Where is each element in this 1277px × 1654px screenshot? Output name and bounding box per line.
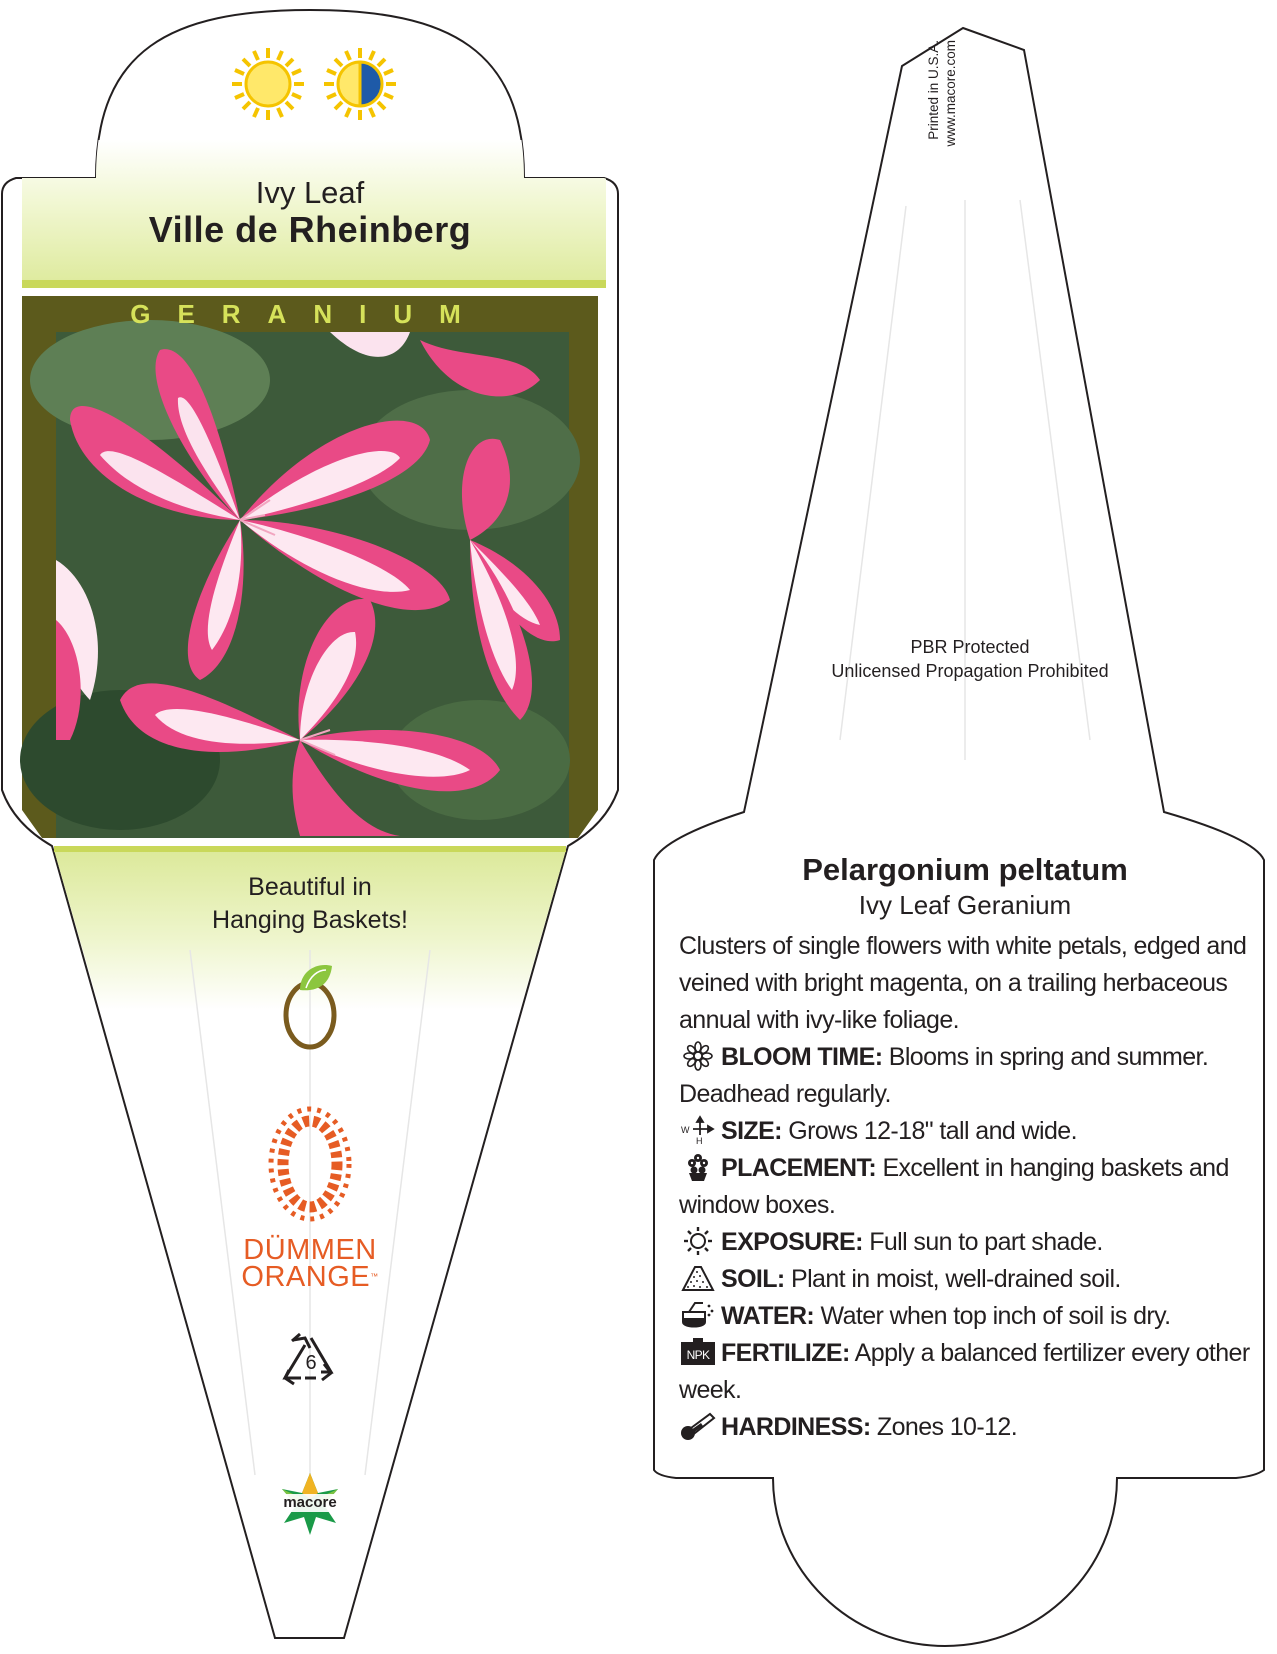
care-label-soil: SOIL: [721,1265,785,1293]
care-label-placement: PLACEMENT: [721,1154,877,1182]
brand-line-2 [210,1263,410,1291]
care-row-soil [679,1261,1254,1298]
care-row-exposure [679,1224,1254,1261]
pbr-line-1: PBR Protected [910,637,1030,657]
pbr-notice [780,635,1160,683]
sun-icon [679,1226,717,1256]
care-text-fertilize: Apply a balanced fertilizer every other week. [679,1339,1250,1404]
care-label-water: WATER: [721,1302,815,1330]
size-h: H [696,1136,702,1145]
flower-icon [679,1041,717,1071]
care-row-bloom [679,1039,1254,1113]
plant-description: Clusters of single flowers with white petals, edged and veined with bright magenta, on a trailing herbaceous annual with ivy-like foliage. [679,932,1247,1034]
care-text-placement: Excellent in hanging baskets and window boxes. [679,1154,1229,1219]
care-description [679,928,1254,1446]
care-label-hardiness: HARDINESS: [721,1413,871,1441]
size-w: W [681,1125,689,1135]
flower-photo [20,320,580,838]
variety-title: Ville de Rheinberg [148,209,472,250]
npk-text: NPK [686,1348,710,1362]
variety-subtitle: Ivy Leaf [255,175,365,210]
care-text-water: Water when top inch of soil is dry. [814,1302,1171,1330]
thermometer-icon [679,1411,717,1441]
tagline [140,871,480,937]
recycle-code: 6 [305,1352,317,1374]
care-label-bloom: BLOOM TIME: [721,1043,883,1071]
latin-name: Pelargonium peltatum [802,852,1128,887]
care-row-size [679,1113,1254,1150]
care-text-soil: Plant in moist, well-drained soil. [784,1265,1121,1293]
care-label-exposure: EXPOSURE: [721,1228,863,1256]
common-name: Ivy Leaf Geranium [858,890,1072,920]
macore-logo-text: macore [283,1494,337,1511]
website: www.macore.com [943,40,958,147]
genus-band: GERANIUM [130,299,488,329]
care-text-hardiness: Zones 10-12. [870,1413,1018,1441]
watering-can-icon [679,1300,717,1330]
printed-in: Printed in U.S.A. [926,40,941,140]
print-info [925,40,965,230]
placement-icon [679,1152,717,1182]
pbr-line-2: Unlicensed Propagation Prohibited [831,661,1109,681]
brand-line-2-text: ORANGE [241,1261,371,1293]
npk-icon [679,1337,717,1367]
care-label-size: SIZE: [721,1117,782,1145]
care-text-exposure: Full sun to part shade. [862,1228,1103,1256]
care-label-fertilize: FERTILIZE: [721,1339,850,1367]
tagline-line-2: Hanging Baskets! [212,906,408,934]
brand-line-1: DÜMMEN [243,1234,377,1266]
size-arrows-icon [679,1115,717,1145]
soil-icon [679,1263,717,1293]
care-text-bloom: Blooms in spring and summer. Deadhead regularly. [679,1043,1209,1108]
trademark-mark: ™ [370,1272,379,1281]
care-text-size: Grows 12-18" tall and wide. [781,1117,1077,1145]
care-row-hardiness [679,1409,1254,1446]
care-row-fertilize [679,1335,1254,1409]
care-row-placement [679,1150,1254,1224]
tagline-line-1: Beautiful in [248,873,372,901]
care-row-water [679,1298,1254,1335]
